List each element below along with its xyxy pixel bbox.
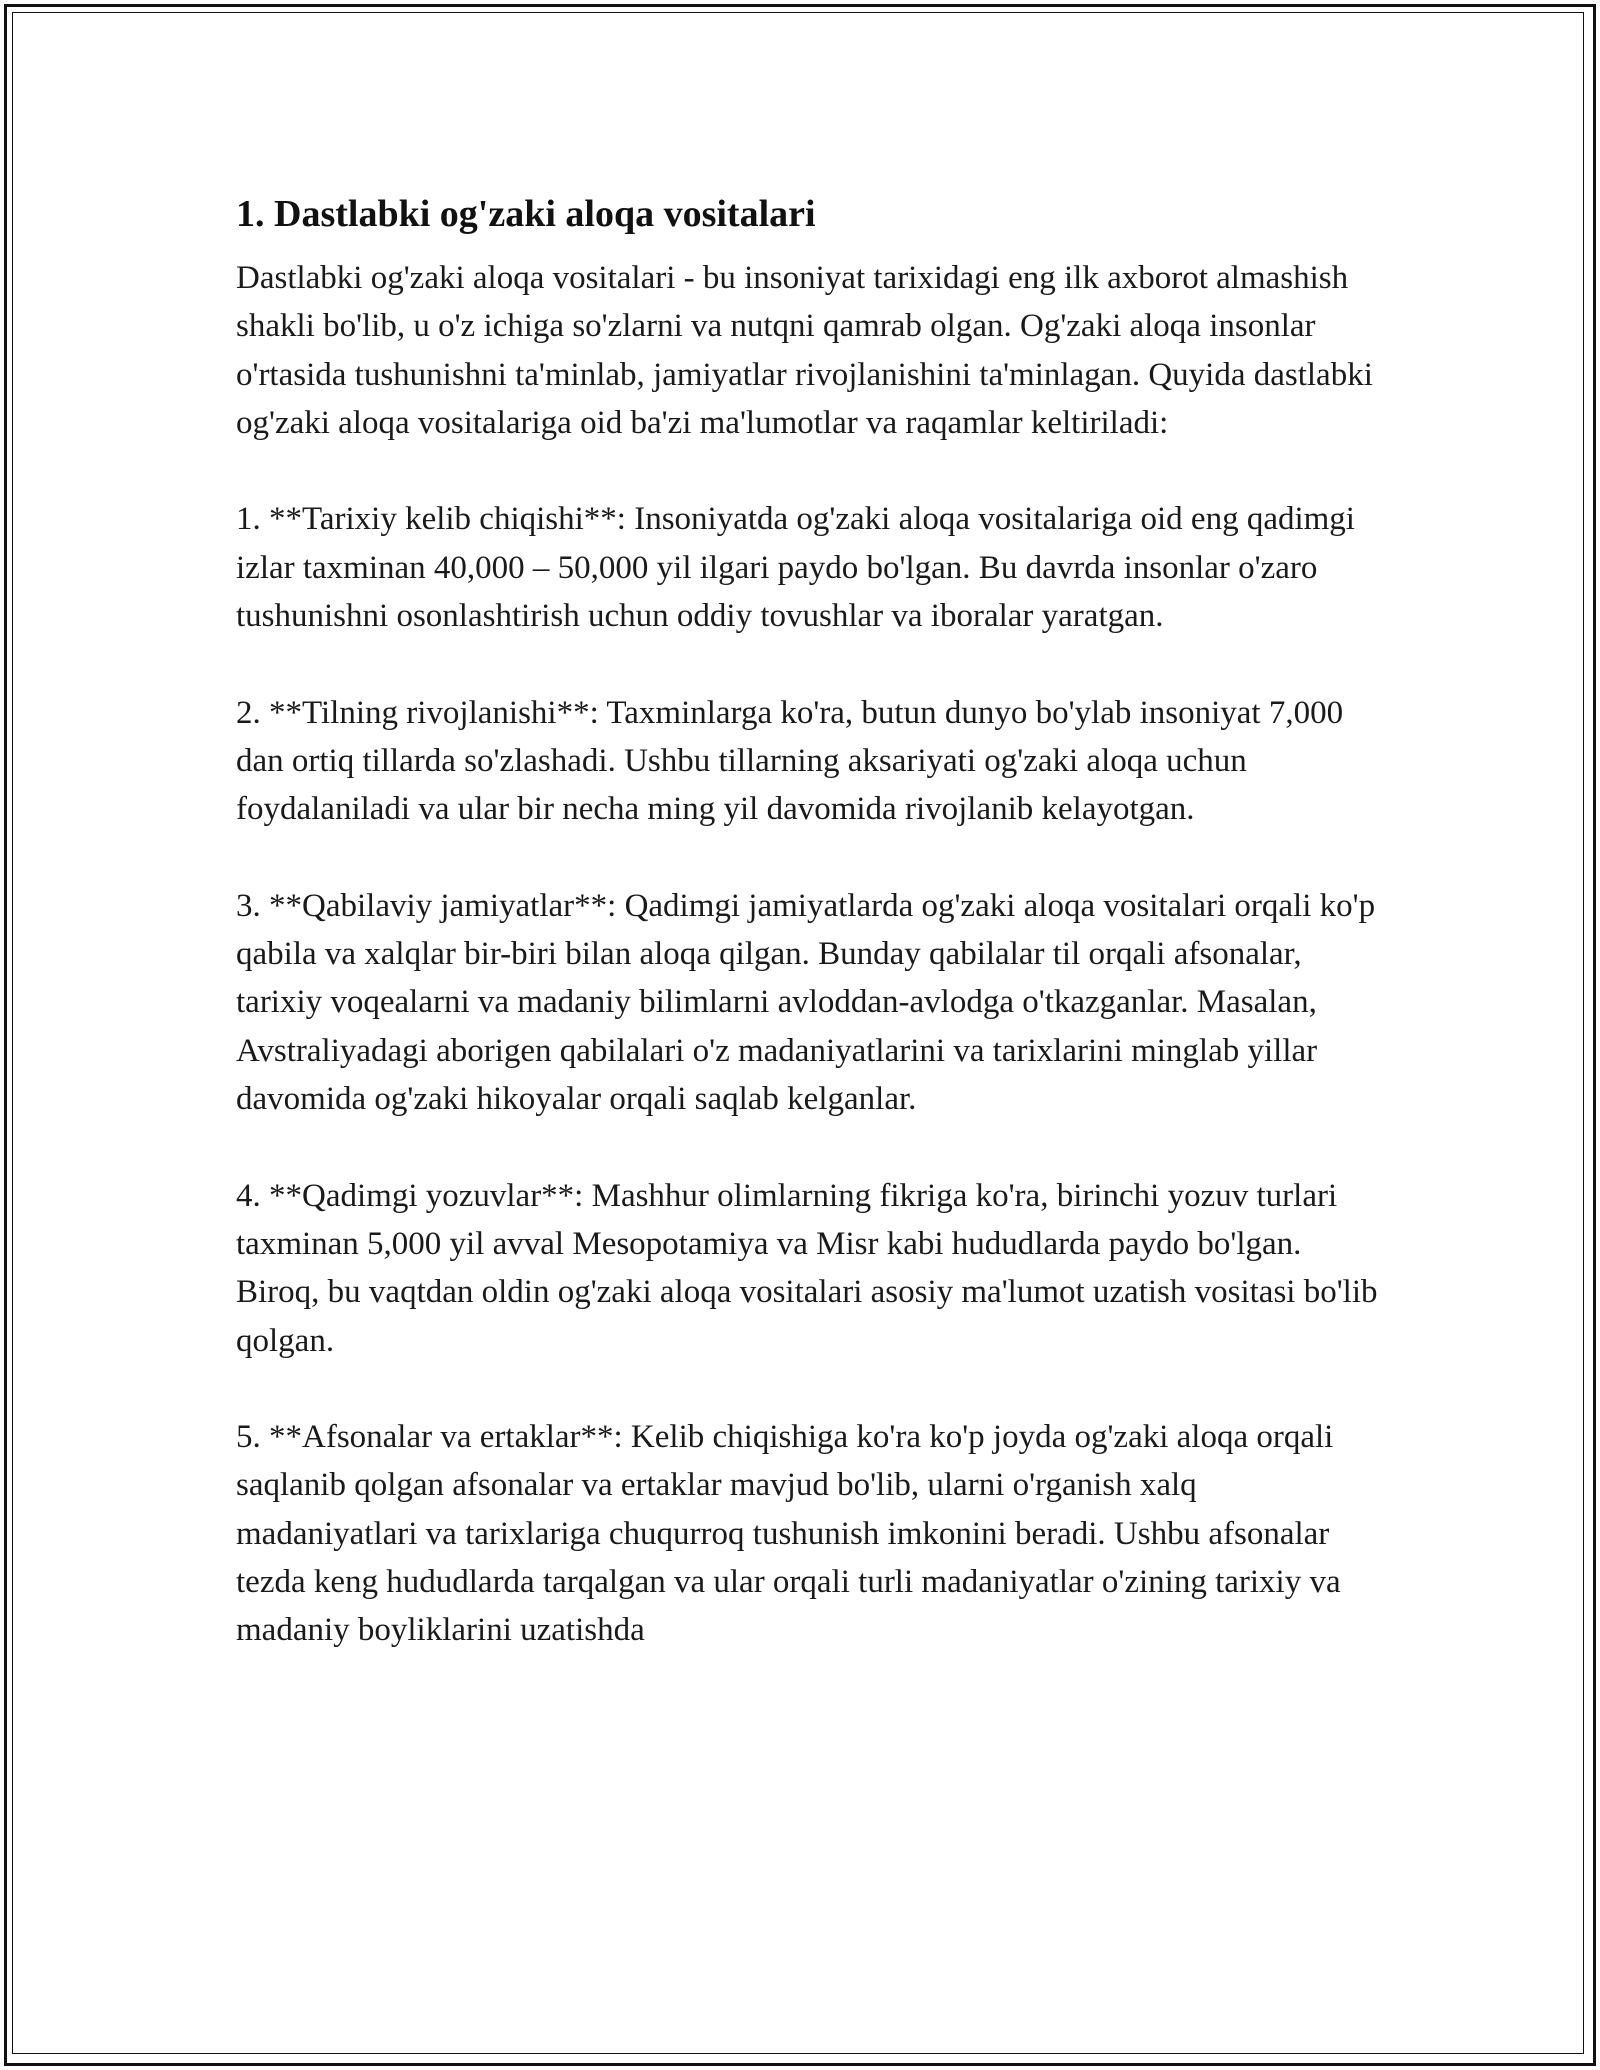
list-item-paragraph-4: 4. **Qadimgi yozuvlar**: Mashhur olimlarning fikriga ko'ra, birinchi yozuv turlari taxminan 5,000 yil avval Mesopotamiya va Misr kabi hududlarda paydo bo'lgan. Biroq, bu vaqtdan oldin og'zaki aloqa vositalari asosiy ma'lumot uzatish vositasi bo'lib qolgan. xyxy=(236,1177,1378,1359)
intro-paragraph: Dastlabki og'zaki aloqa vositalari - bu insoniyat tarixidagi eng ilk axborot almashish shakli bo'lib, u o'z ichiga so'zlarni va nutqni qamrab olgan. Og'zaki aloqa insonlar o'rtasida tushunishni ta'minlab, jamiyatlar rivojlanishini ta'minlagan. Quyida dastlabki og'zaki aloqa vositalariga oid ba'zi ma'lumotlar va raqamlar keltiriladi: xyxy=(236,260,1373,441)
list-item-paragraph-5: 5. **Afsonalar va ertaklar**: Kelib chiqishiga ko'ra ko'p joyda og'zaki aloqa orqali saqlanib qolgan afsonalar va ertaklar mavjud bo'lib, ularni o'rganish xalq madaniyatlari va tarixlariga chuqurroq tushunish imkonini beradi. Ushbu afsonalar tezda keng hududlarda tarqalgan va ular orqali turli madaniyatlar o'zining tarixiy va madaniy boyliklarini uzatishda xyxy=(236,1419,1341,1649)
document-title: 1. Dastlabki og'zaki aloqa vositalari xyxy=(236,193,816,235)
document-body xyxy=(236,188,1386,1655)
list-item-paragraph-2: 2. **Tilning rivojlanishi**: Taxminlarga ko'ra, butun dunyo bo'ylab insoniyat 7,000 dan ortiq tillarda so'zlashadi. Ushbu tillarning aksariyati og'zaki aloqa uchun foydalaniladi va ular bir necha ming yil davomida rivojlanib kelayotgan. xyxy=(236,694,1344,828)
list-item-paragraph-3: 3. **Qabilaviy jamiyatlar**: Qadimgi jamiyatlarda og'zaki aloqa vositalari orqali ko'p qabila va xalqlar bir-biri bilan aloqa qilgan. Bunday qabilalar til orqali afsonalar, tarixiy voqealarni va madaniy bilimlarni avloddan-avlodga o'tkazganlar. Masalan, Avstraliyadagi aborigen qabilalari o'z madaniyatlarini va tarixlarini minglab yillar davomida og'zaki hikoyalar orqali saqlab kelganlar. xyxy=(236,887,1376,1118)
list-item-paragraph-1: 1. **Tarixiy kelib chiqishi**: Insoniyatda og'zaki aloqa vositalariga oid eng qadimgi izlar taxminan 40,000 – 50,000 yil ilgari paydo bo'lgan. Bu davrda insonlar o'zaro tushunishni osonlashtirish uchun oddiy tovushlar va iboralar yaratgan. xyxy=(236,501,1355,635)
